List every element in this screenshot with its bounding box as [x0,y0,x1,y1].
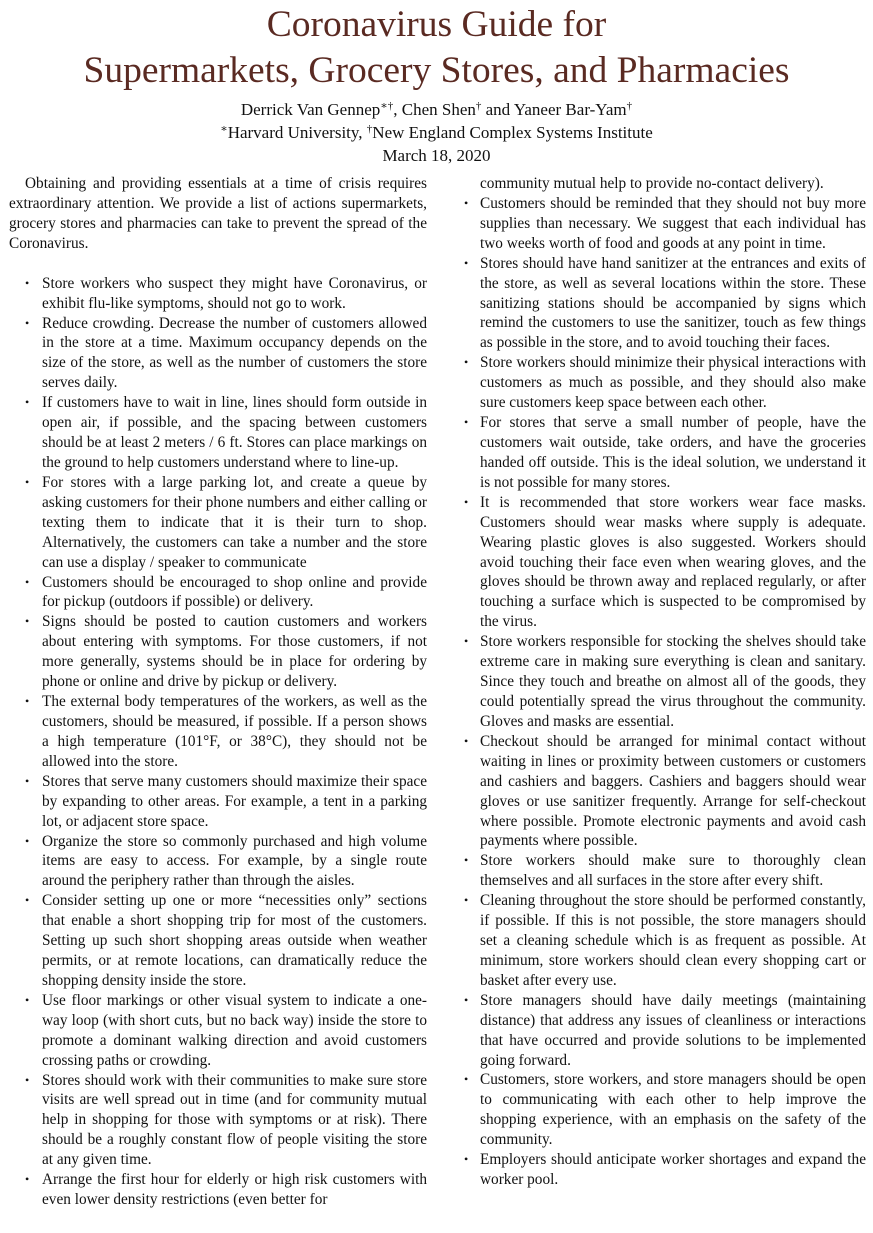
bullet-icon: • [464,992,469,1007]
affiliation-mark: ∗ [220,123,228,135]
list-item [9,573,427,613]
list-item-text: Use floor markings or other visual system to indicate a one-way loop (with short cuts, but no back way) inside the store to promote a dominant walking direction and avoid customers crossing paths or crowding. [42,991,427,1069]
recommendation-list [9,274,427,1210]
title-line-2: Supermarkets, Grocery Stores, and Pharmacies [83,50,790,91]
list-item [458,493,866,632]
right-column [458,174,866,1190]
bullet-icon: • [25,992,30,1007]
bullet-icon: • [464,255,469,270]
bullet-icon: • [25,1172,30,1187]
paper-title [0,2,873,94]
list-item-text: It is recommended that store workers wear face masks. Customers should wear masks where supply is adequate. Wearing plastic gloves is also suggested. Workers should avoid touching their face even when wearing gloves, and the gloves should be thrown away and replaced regularly, or after touching a surface which is suspected to be compromised by the virus. [480,493,866,631]
list-item [9,1071,427,1171]
affiliation-name: New England Complex Systems Institute [372,123,653,142]
list-item-text: The external body temperatures of the workers, as well as the customers, should be measured, if possible. If a person shows a high temperature (101°F, or 38°C), they should not be allowed into the store. [42,693,427,770]
bullet-icon: • [464,634,469,649]
list-item [458,732,866,852]
list-item-text: Organize the store so commonly purchased and high volume items are easy to access. For example, by a single route around the periphery rather than through the aisles. [42,832,427,890]
bullet-icon: • [25,315,30,330]
list-item [9,1170,427,1210]
author-affiliation-mark: † [475,100,482,112]
bullet-icon: • [25,694,30,709]
author-affiliation-mark: ∗† [380,100,394,112]
list-item-text: For stores with a large parking lot, and create a queue by asking customers for their phone numbers and either calling or texting them to indicate that it is their turn to shop. Alternatively, the customers can take a number and the store can use a display / speaker to communicate [42,473,427,571]
bullet-icon: • [464,893,469,908]
publication-date: March 18, 2020 [382,146,491,165]
list-item [9,314,427,394]
list-item [458,891,866,991]
list-item-text: Customers should be reminded that they should not buy more supplies than necessary. We suggest that each individual has two weeks worth of food and goods at any point in time. [480,194,866,252]
list-item-text: Employers should anticipate worker shortages and expand the worker pool. [480,1151,866,1189]
list-item-text: Cleaning throughout the store should be performed constantly, if possible. If this is not possible, the store managers should set a cleaning schedule which is as frequent as possible. At minimum, store workers should clean every shopping cart or basket after every use. [480,892,866,989]
author-affiliation-mark: † [626,100,633,112]
left-column [9,174,427,1210]
bullet-icon: • [25,275,30,290]
recommendation-list [458,194,866,1190]
list-item [458,1150,866,1190]
bullet-icon: • [25,614,30,629]
author-list [0,99,873,121]
list-item [458,1070,866,1150]
bullet-icon: • [25,395,30,410]
affiliation-name: Harvard University, [227,123,367,142]
list-item-text: If customers have to wait in line, lines should form outside in open air, if possible, and the spacing between customers should be at least 2 meters / 6 ft. Stores can place markings on the ground to help customers understand where to line-up. [42,394,427,471]
bullet-icon: • [25,474,30,489]
author-separator: , [393,100,402,119]
bullet-icon: • [25,833,30,848]
list-item-text: Store workers should make sure to thoroughly clean themselves and all surfaces in the store after every shift. [480,852,866,890]
list-item [9,393,427,473]
list-item [9,891,427,991]
list-item [9,612,427,692]
author-name: Yaneer Bar-Yam [513,100,627,119]
list-item-text: Store managers should have daily meetings (maintaining distance) that address any issues of cleanliness or interactions that have occurred and provide solutions to be implemented going forward. [480,991,866,1069]
list-item-text: Customers should be encouraged to shop online and provide for pickup (outdoors if possible) or delivery. [42,573,427,611]
list-item-text: Stores should work with their communities to make sure store visits are well spread out in time (and for community mutual help in shopping for those with symptoms or at risk). There should be a roughly constant flow of people visiting the store at any given time. [42,1071,427,1169]
affiliation-mark: † [366,123,373,135]
bullet-icon: • [25,1072,30,1087]
list-item-text: Stores that serve many customers should maximize their space by expanding to other areas. For example, a tent in a parking lot, or adjacent store space. [42,772,427,830]
bullet-icon: • [464,195,469,210]
list-item [458,254,866,354]
list-item [458,194,866,254]
list-item [9,473,427,573]
list-item-text: Store workers responsible for stocking the shelves should take extreme care in making sure everything is clean and sanitary. Since they touch and breathe on almost all of the goods, they could potentially spread the virus throughout the community. Gloves and masks are essential. [480,633,866,730]
affiliations [0,122,873,144]
list-item-text: Signs should be posted to caution customers and workers about entering with symptoms. For those customers, if not more generally, systems should be in place for ordering by phone or online and drive by pickup or delivery. [42,613,427,691]
author-name: Chen Shen [401,100,476,119]
list-item-text: Store workers who suspect they might have Coronavirus, or exhibit flu-like symptoms, should not go to work. [42,274,427,312]
list-item [458,991,866,1071]
list-item-text: For stores that serve a small number of people, have the customers wait outside, take orders, and have the groceries handed off outside. This is the ideal solution, we understand it is not possible for many stores. [480,414,866,491]
list-item [9,692,427,772]
list-item [9,991,427,1071]
bullet-icon: • [464,415,469,430]
list-item [9,772,427,832]
title-line-1: Coronavirus Guide for [266,4,607,45]
list-item [458,413,866,493]
bullet-icon: • [464,1072,469,1087]
list-item-text: Stores should have hand sanitizer at the entrances and exits of the store, as well as several locations within the store. These sanitizing stations should be accompanied by signs which remind the customers to use the sanitizer, touch as few things as possible in the store, and to avoid touching their faces. [480,254,866,352]
abstract: Obtaining and providing essentials at a time of crisis requires extraordinary attention. We provide a list of actions supermarkets, grocery stores and pharmacies can take to prevent the spread of the Coronavirus. [9,175,427,252]
list-item-text: Arrange the first hour for elderly or high risk customers with even lower density restrictions (even better for [42,1171,427,1209]
bullet-icon: • [464,494,469,509]
author-conjunction: and [481,100,514,119]
list-item-text: Customers, store workers, and store managers should be open to communicating with each other to help improve the shopping experience, with an emphasis on the safety of the community. [480,1071,866,1149]
list-item-continuation: community mutual help to provide no-contact delivery). [480,175,824,192]
list-item [9,832,427,892]
list-item-text: Store workers should minimize their physical interactions with customers as much as possible, and they should also make sure customers keep space between each other. [480,354,866,412]
list-item [458,632,866,732]
list-item [458,851,866,891]
bullet-icon: • [464,853,469,868]
list-item-text: Checkout should be arranged for minimal contact without waiting in lines or proximity between customers or customers and cashiers and baggers. Cashiers and baggers should wear gloves or use sanitizer frequently. Arrange for self-checkout where possible. Promote electronic payments and avoid cash payments where possible. [480,732,866,850]
author-name: Derrick Van Gennep [240,100,381,119]
list-item-text: Consider setting up one or more “necessities only” sections that enable a short shopping trip for most of the customers. Setting up such short shopping areas outside when weather permits, or at remote locations, can dramatically reduce the shopping density inside the store. [42,892,427,989]
bullet-icon: • [464,733,469,748]
list-item [458,353,866,413]
bullet-icon: • [464,1152,469,1167]
bullet-icon: • [25,893,30,908]
bullet-icon: • [25,773,30,788]
list-item-text: Reduce crowding. Decrease the number of customers allowed in the store at a time. Maximum occupancy depends on the size of the store, as well as the number of customers the store serves daily. [42,314,427,392]
bullet-icon: • [25,574,30,589]
list-item [9,274,427,314]
bullet-icon: • [464,355,469,370]
